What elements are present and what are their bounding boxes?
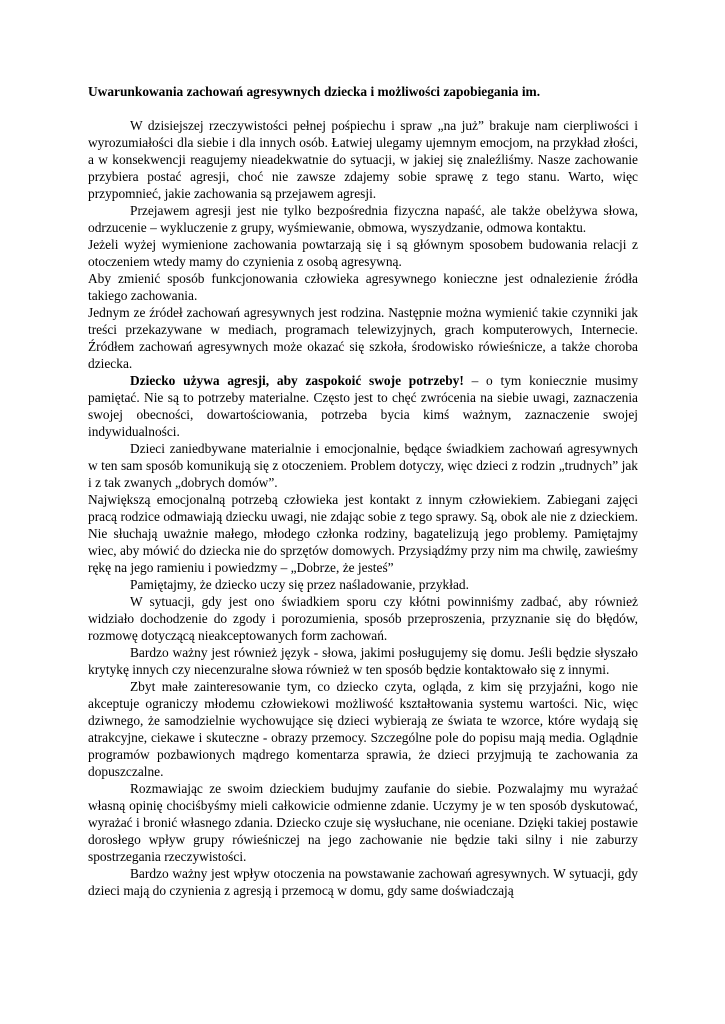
paragraph-10 [88,593,638,644]
paragraph-9 [88,576,638,593]
paragraph-text: Rozmawiając ze swoim dzieckiem budujmy zaufanie do siebie. Pozwalajmy mu wyrażać własną opinię chociśbyśmy mieli całkowicie odmienne zdanie. Uczymy je w ten sposób dyskutować, wyrażać i bronić własnego zdania. Dziecko czuje się wysłuchane, nie oceniane. Dzięki takiej postawie dorosłego wpływ grupy rówieśniczej na jego zachowanie nie będzie taki silny i nie zaburzy spostrzegania rzeczywistości. [88,781,638,864]
paragraph-text: Pamiętajmy, że dziecko uczy się przez naśladowanie, przykład. [130,577,469,592]
paragraph-11 [88,644,638,678]
paragraph-4 [88,270,638,304]
paragraph-text: W dzisiejszej rzeczywistości pełnej pośpiechu i spraw „na już” brakuje nam cierpliwości i wyrozumiałości dla siebie i dla innych osób. Łatwiej ulegamy ujemnym emocjom, na przykład złości, a w konsekwencji reagujemy nieadekwatnie do sytuacji, w jakiej się znaleźliśmy. Nasze zachowanie przybiera postać agresji, choć nie zawsze zdajemy sobie sprawę z tego stanu. Warto, więc przypomnieć, jakie zachowania są przejawem agresji. [88,118,638,201]
paragraph-5 [88,304,638,372]
paragraph-7 [88,440,638,491]
document-page [88,83,638,899]
paragraph-text: W sytuacji, gdy jest ono świadkiem sporu czy kłótni powinniśmy zadbać, aby również widziało dochodzenie do zgody i porozumienia, sposób przeproszenia, przyznanie się do błędów, rozmowę dotyczącą nieakceptowanych form zachowań. [88,594,638,643]
paragraph-6 [88,372,638,440]
paragraph-2 [88,202,638,236]
document-title: Uwarunkowania zachowań agresywnych dziecka i możliwości zapobiegania im. [88,84,541,99]
paragraph-8 [88,491,638,576]
paragraph-14 [88,865,638,899]
paragraph-bold-lead: Dziecko używa agresji, aby zaspokoić swoje potrzeby! [130,373,464,388]
paragraph-text: – o tym koniecznie musimy pamiętać. Nie są to potrzeby materialne. Często jest to chęć zwrócenia na siebie uwagi, zaznaczenia swojej obecności, dowartościowania, potrzeba bycia kimś ważnym, zaznaczenie swojej indywidualności. [88,373,639,439]
paragraph-text: Bardzo ważny jest wpływ otoczenia na powstawanie zachowań agresywnych. W sytuacji, gdy dzieci mają do czynienia z agresją i przemocą w domu, gdy same doświadczają [88,866,638,898]
paragraph-3 [88,236,638,270]
paragraph-1 [88,117,638,202]
paragraph-text: Jeżeli wyżej wymienione zachowania powtarzają się i są głównym sposobem budowania relacji z otoczeniem wtedy mamy do czynienia z osobą agresywną. [88,237,638,269]
paragraph-12 [88,678,638,780]
paragraph-13 [88,780,638,865]
paragraph-text: Bardzo ważny jest również język - słowa, jakimi posługujemy się domu. Jeśli będzie słyszało krytykę innych czy niecenzuralne słowa również w ten sposób będzie kontaktowało się z innymi. [88,645,638,677]
paragraph-text: Przejawem agresji jest nie tylko bezpośrednia fizyczna napaść, ale także obelżywa słowa, odrzucenie – wykluczenie z grupy, wyśmiewanie, obmowa, wyszydzanie, odmowa kontaktu. [88,203,638,235]
paragraph-text: Jednym ze źródeł zachowań agresywnych jest rodzina. Następnie można wymienić takie czynniki jak treści przekazywane w mediach, programach telewizyjnych, grach komputerowych, Internecie. Źródłem zachowań agresywnych może okazać się szkoła, środowisko rówieśnicze, a także choroba dziecka. [88,305,638,371]
paragraph-text: Największą emocjonalną potrzebą człowieka jest kontakt z innym człowiekiem. Zabiegani zajęci pracą rodzice odmawiają dziecku uwagi, nie zdając sobie z tego sprawy. Są, obok ale nie z dzieckiem. Nie słuchają uważnie małego, młodego członka rodziny, bagatelizują jego problemy. Pamiętajmy wiec, aby mówić do dziecka nie do sprzętów domowych. Przysiądźmy przy nim ma chwilę, zawieśmy rękę na jego ramieniu i powiedzmy – „Dobrze, że jesteś” [88,492,638,575]
paragraph-text: Dzieci zaniedbywane materialnie i emocjonalnie, będące świadkiem zachowań agresywnych w ten sam sposób komunikują się z otoczeniem. Problem dotyczy, więc dzieci z rodzin „trudnych” jak i z tak zwanych „dobrych domów”. [88,441,638,490]
paragraph-text: Zbyt małe zainteresowanie tym, co dziecko czyta, ogląda, z kim się przyjaźni, kogo nie akceptuje ograniczy młodemu człowiekowi możliwość kształtowania systemu wartości. Nic, więc dziwnego, że samodzielnie wychowujące się dzieci wybierają ze świata te wzorce, które wydają się atrakcyjne, ciekawe i skuteczne - obrazy przemocy. Szczególne pole do popisu mają media. Oglądnie programów pozbawionych mądrego komentarza sprawia, że dzieci przyjmują te zachowania za dopuszczalne. [88,679,638,779]
paragraph-text: Aby zmienić sposób funkcjonowania człowieka agresywnego konieczne jest odnalezienie źródła takiego zachowania. [88,271,638,303]
